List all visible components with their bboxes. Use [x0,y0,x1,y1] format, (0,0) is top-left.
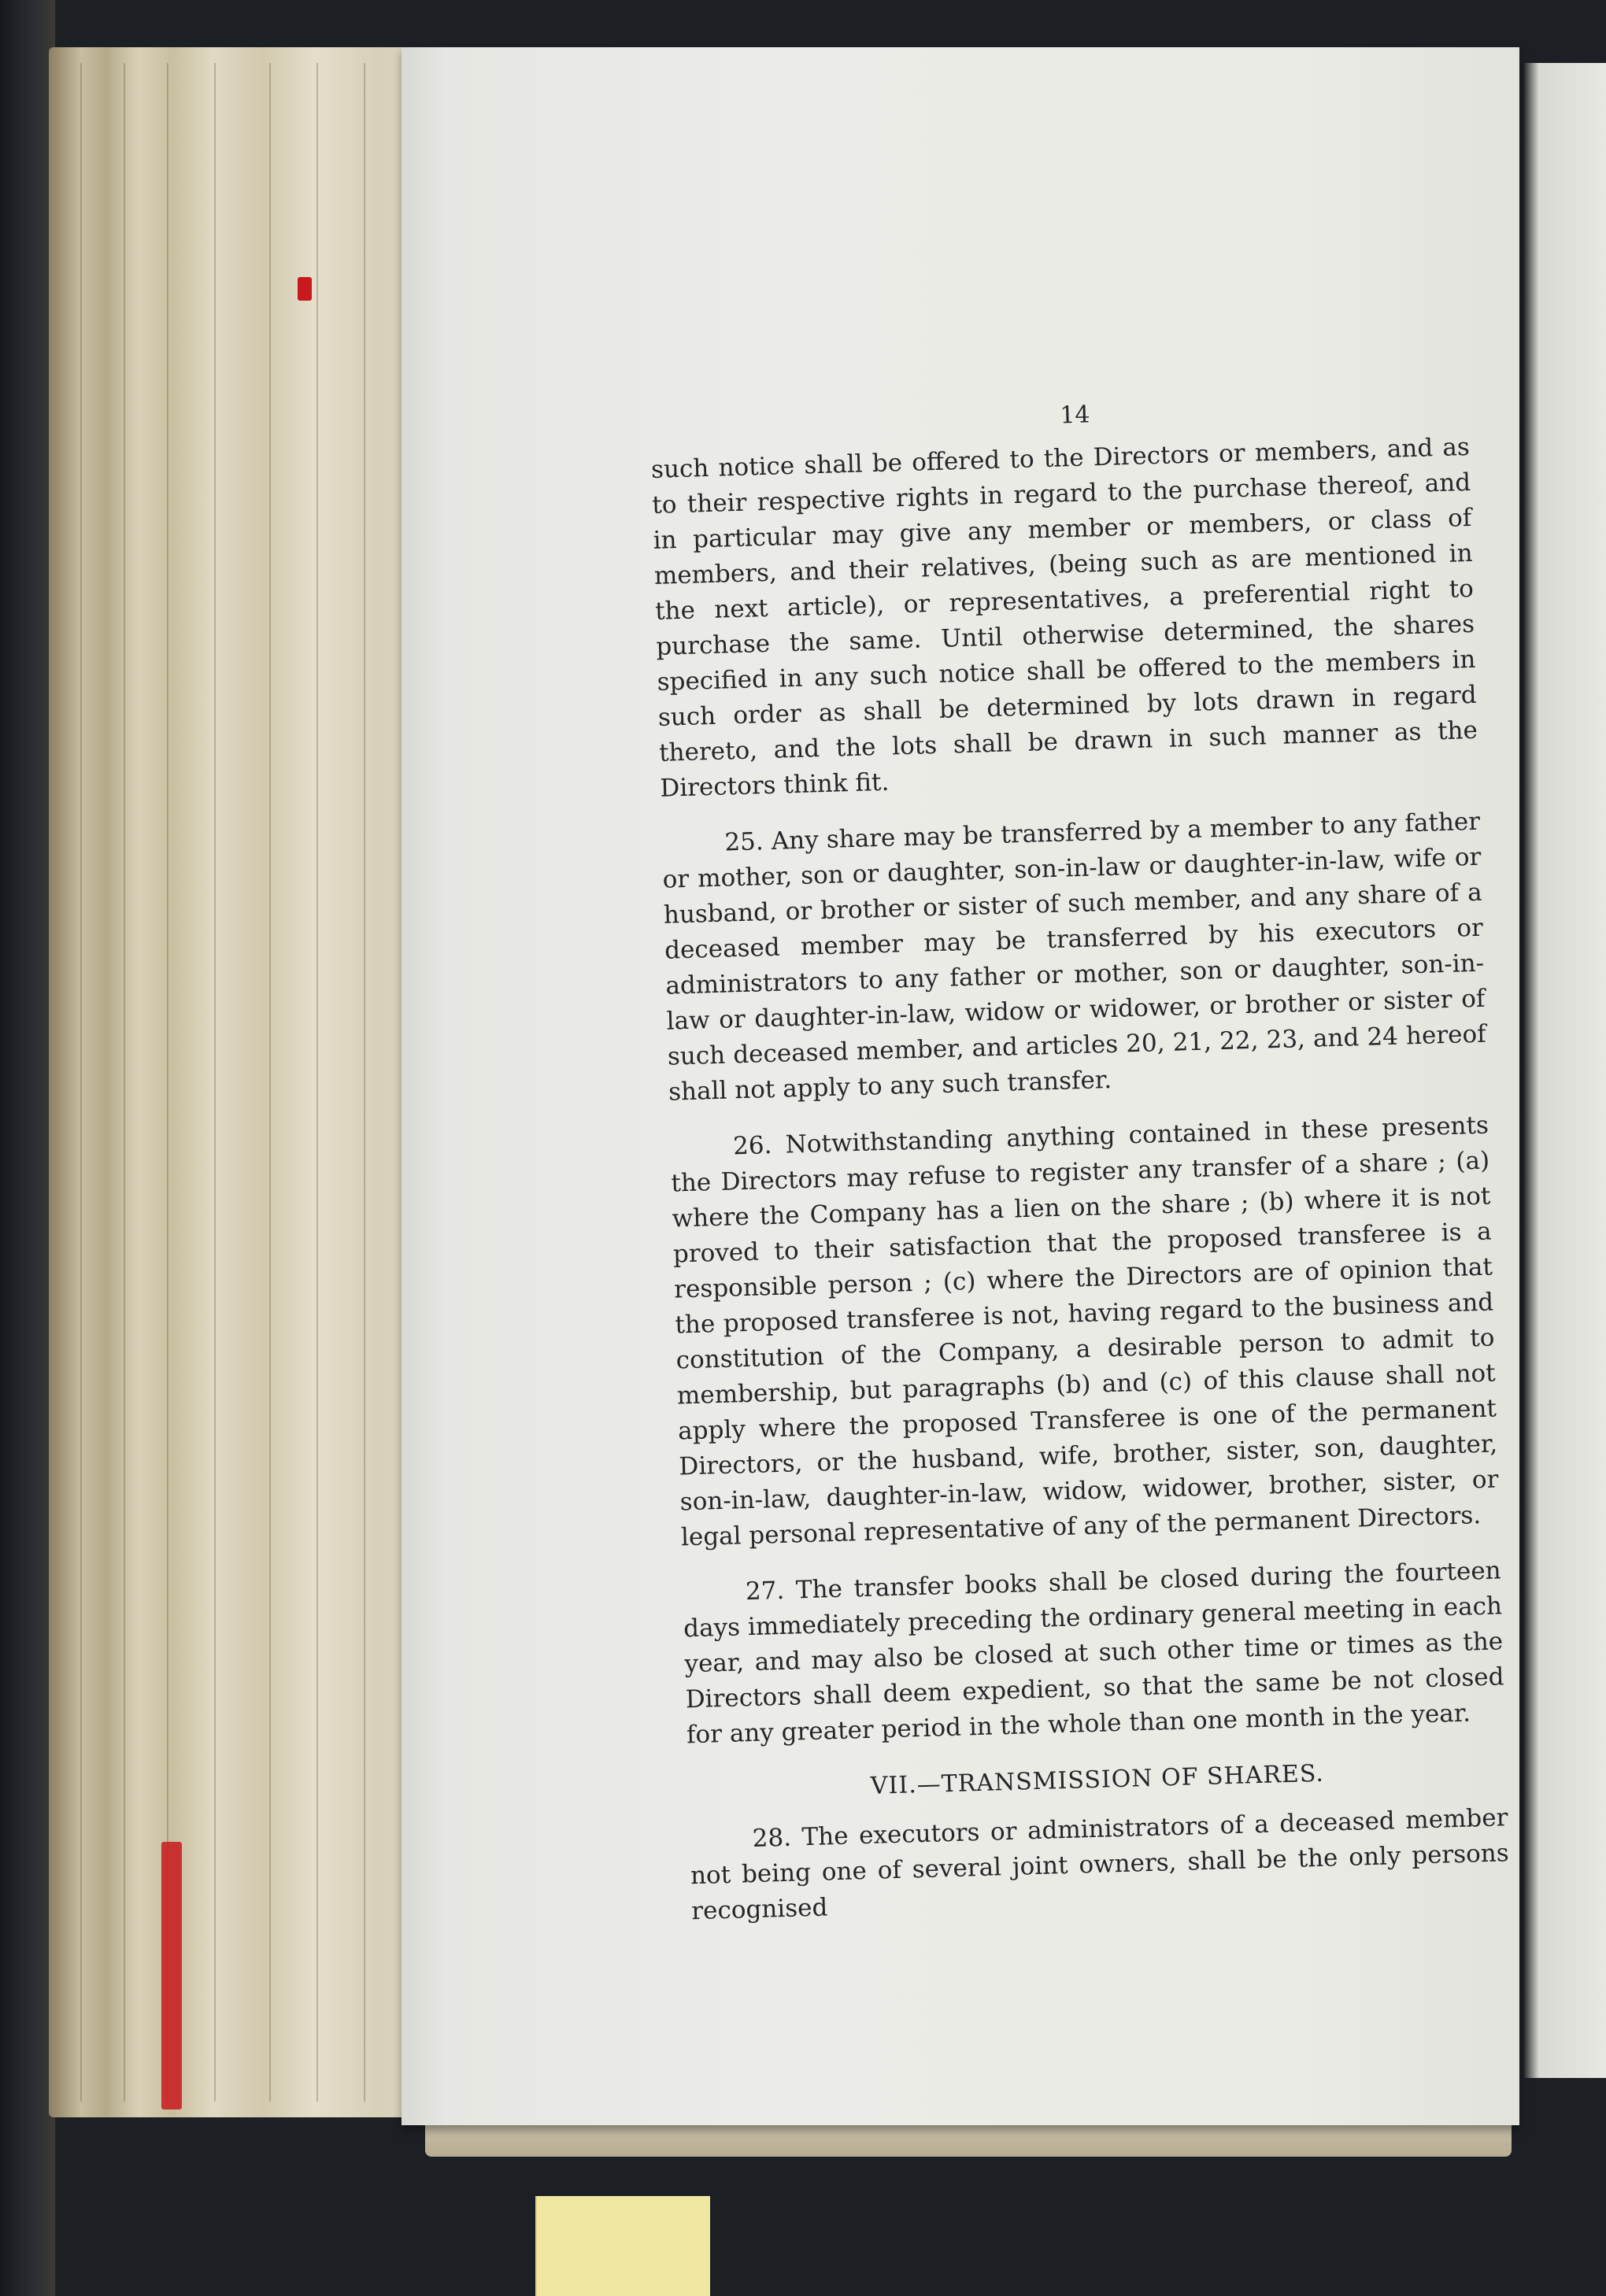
paper-tag [535,2196,710,2296]
page-stack-edge [49,47,458,2117]
book-binding [0,0,55,2296]
page-number: 14 [1059,401,1090,430]
paragraph-continued: such notice shall be offered to the Directors or members, and as to their respective rights in regard to the purchase thereof, and in particular may give any member or members, or class of members, and their relatives, (being such as are mentioned in the next article), or representatives, a preferential right to purchase the same. Until otherwise determined, the shares specified in any such notice shall be offered to the members in such order as shall be determined by lots drawn in regard thereto, and the lots shall be drawn in such manner as the Directors think fit. [650,432,1478,803]
red-edge-stain [161,1842,182,2109]
paragraph-28: 28. The executors or administrators of a deceased member not being one of several joint owners, shall be the only persons recognised [690,1803,1510,1926]
paragraph-26: 26. Notwithstanding anything contained in these presents the Directors may refuse to register any transfer of a share ; (a) where the Company has a lien on the share ; (b) where it is not proved to their satisfaction that the proposed transferee is a responsible person ; (c) where the Directors are of opinion that the proposed transferee is not, having regard to the business and constitution of the Company, a desirable person to admit to membership, but paragraphs (b) and (c) of this clause shall not apply where the proposed Transferee is one of the permanent Directors, or the husband, wife, brother, sister, son, daughter, son-in-law, daughter-in-law, widow, widower, brother, sister, or legal personal representative of any of the permanent Directors. [670,1111,1499,1552]
section-heading: VII.—TRANSMISSION OF SHARES. [870,1759,1325,1800]
red-tab-mark [298,277,312,301]
facing-page-edge [1524,63,1606,2078]
paragraph-27: 27. The transfer books shall be closed during the fourteen days immediately preceding the ordinary general meeting in each year, and may also be closed at such other time or times as the Directors shall deem expedient, so that the same be not closed for any greater period in the whole than one month in the year. [683,1556,1504,1750]
paragraph-25: 25. Any share may be transferred by a member to any father or mother, son or daughter, son-in-law or daughter-in-law, wife or husband, or brother or sister of such member, and any share of a deceased member may be transferred by his executors or administrators to any father or mother, son or daughter, son-in-law or daughter-in-law, widow or widower, or brother or sister of such deceased member, and articles 20, 21, 22, 23, and 24 hereof shall not apply to any such transfer. [662,807,1487,1107]
page-text [649,386,1511,1950]
